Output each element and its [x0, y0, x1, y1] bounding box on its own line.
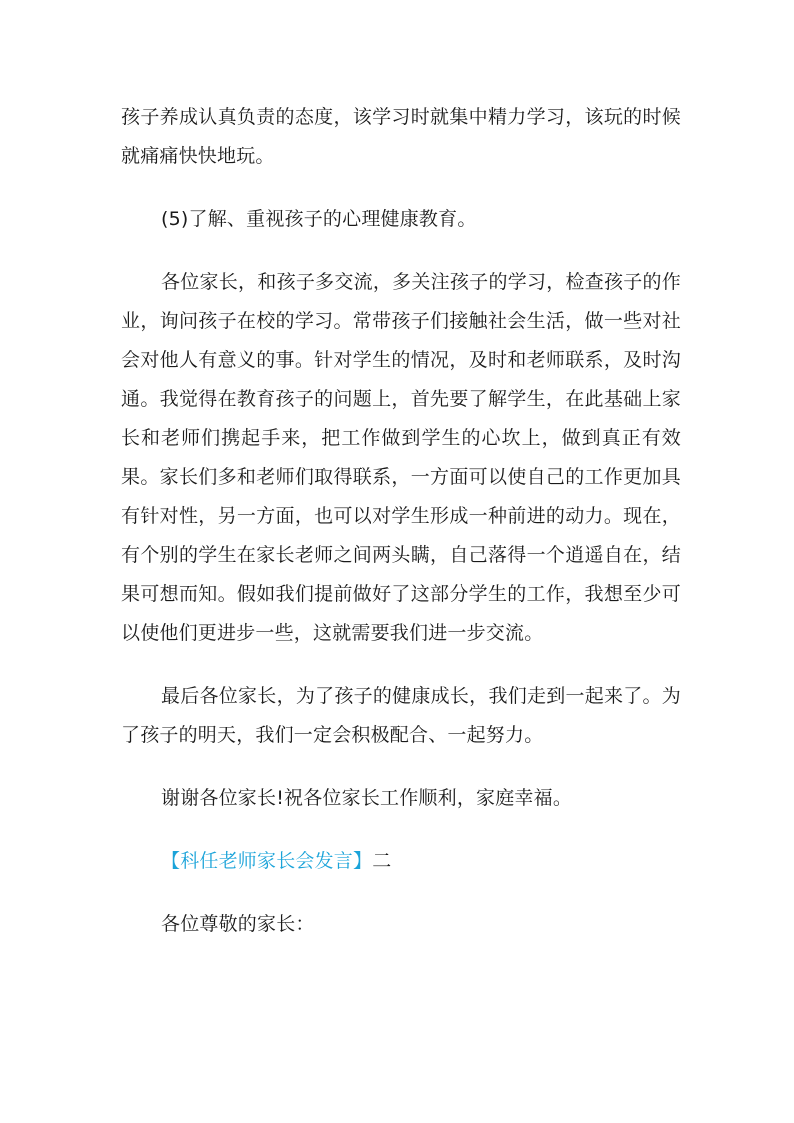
section-heading-title: 【科任老师家长会发言】: [161, 850, 373, 872]
document-body: [121, 98, 681, 968]
paragraph-continued: 孩子养成认真负责的态度，该学习时就集中精力学习，该玩的时候就痛痛快快地玩。: [121, 106, 681, 167]
section-heading-suffix: 二: [372, 850, 392, 872]
paragraph-closing: 最后各位家长，为了孩子的健康成长，我们走到一起来了。为了孩子的明天，我们一定会积极配合、一起努力。: [121, 685, 681, 746]
paragraph-thanks: 谢谢各位家长!祝各位家长工作顺利，家庭幸福。: [161, 787, 573, 809]
paragraph-communication: 各位家长，和孩子多交流，多关注孩子的学习，检查孩子的作业，询问孩子在校的学习。常带孩子们接触社会生活，做一些对社会对他人有意义的事。针对学生的情况，及时和老师联系，及时沟通。我觉得在教育孩子的问题上，首先要了解学生，在此基础上家长和老师们携起手来，把工作做到学生的心坎上，做到真正有效果。家长们多和老师们取得联系，一方面可以使自己的工作更加具有针对性，另一方面，也可以对学生形成一种前进的动力。现在，有个别的学生在家长老师之间两头瞒，自己落得一个逍遥自在，结果可想而知。假如我们提前做好了这部分学生的工作，我想至少可以使他们更进步一些，这就需要我们进一步交流。: [121, 271, 681, 644]
section-heading: [121, 842, 681, 881]
paragraph-point-5: (5)了解、重视孩子的心理健康教育。: [161, 208, 477, 230]
salutation: 各位尊敬的家长：: [161, 913, 315, 935]
